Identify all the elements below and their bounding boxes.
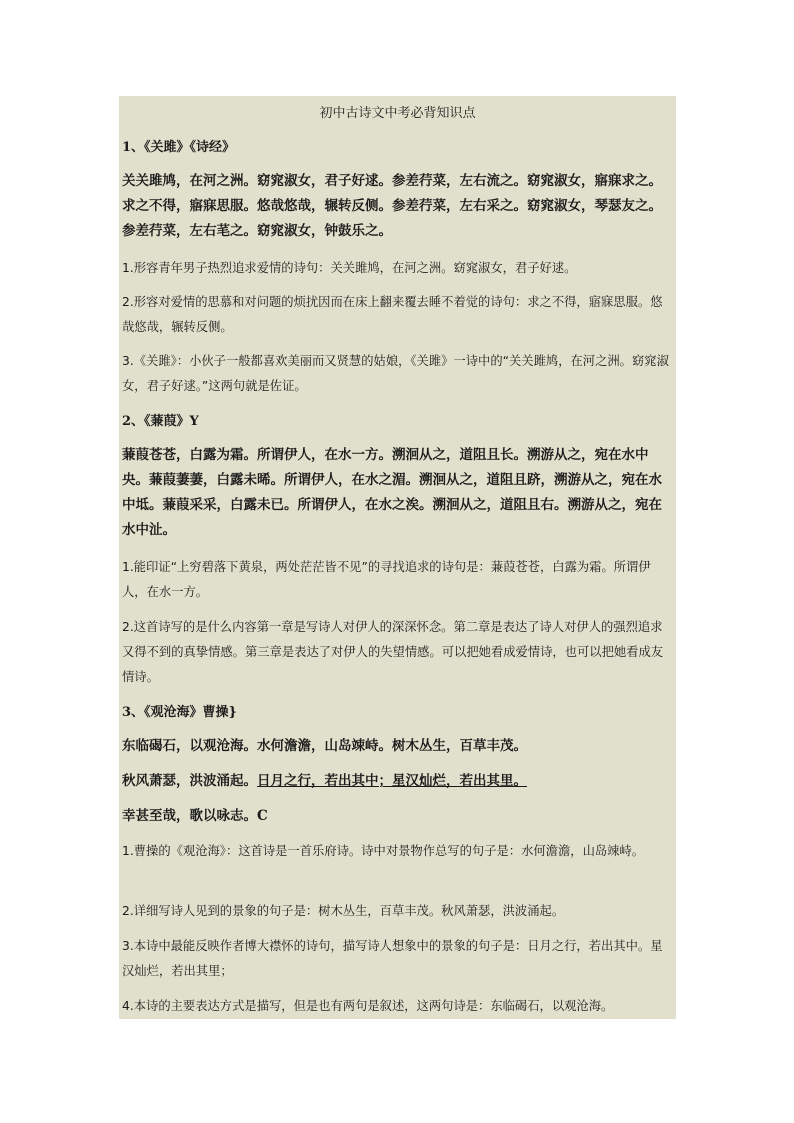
note-guancanghai-3: 3.本诗中最能反映作者博大襟怀的诗句，描写诗人想象中的景象的句子是：日月之行，若出其中。星汉灿烂，若出其里； bbox=[122, 939, 663, 978]
section-heading-guancanghai: 3、《观沧海》曹操} bbox=[122, 705, 237, 720]
document-title: 初中古诗文中考必背知识点 bbox=[319, 106, 476, 121]
note-guancanghai-2: 2.详细写诗人见到的景象的句子是：树木丛生，百草丰茂。秋风萧瑟，洪波涌起。 bbox=[122, 904, 565, 918]
note-guancanghai-4: 4.本诗的主要表达方式是描写，但是也有两句是叙述，这两句诗是：东临碣石，以观沧海。 bbox=[122, 999, 614, 1013]
poem-line-2-a: 秋风萧瑟，洪波涌起。 bbox=[122, 773, 257, 789]
note-jianjia-2: 2.这首诗写的是什么内容第一章是写诗人对伊人的深深怀念。第二章是表达了诗人对伊人的强烈追求又得不到的真挚情感。第三章是表达了对伊人的失望情感。可以把她看成爱情诗，也可以把她看成友情诗。 bbox=[122, 620, 664, 684]
poem-text-guanju: 关关雎鸠，在河之洲。窈窕淑女，君子好逑。参差荇菜，左右流之。窈窕淑女，寤寐求之。求之不得，寤寐思服。悠哉悠哉，辗转反侧。参差荇菜，左右采之。窈窕淑女，琴瑟友之。参差荇菜，左右芼之。窈窕淑女，钟鼓乐之。 bbox=[122, 173, 662, 239]
document-page bbox=[119, 96, 676, 1019]
poem-line-2 bbox=[122, 769, 674, 794]
note-jianjia-1: 1.能印证“上穷碧落下黄泉，两处茫茫皆不见”的寻找追求的诗句是：蒹葭苍苍，白露为霜。所谓伊人，在水一方。 bbox=[122, 560, 651, 599]
note-guanju-3: 3.《关雎》：小伙子一般都喜欢美丽而又贤慧的姑娘，《关雎》一诗中的“关关雎鸠，在河之洲。窈窕淑女，君子好逑。”这两句就是佐证。 bbox=[122, 354, 669, 393]
section-heading-guanju: 1、《关雎》《诗经》 bbox=[122, 140, 236, 155]
note-guanju-1: 1.形容青年男子热烈追求爱情的诗句：关关雎鸠，在河之洲。窈窕淑女，君子好逑。 bbox=[122, 261, 577, 275]
section-heading-jianjia: 2、《蒹葭》Y bbox=[122, 414, 199, 429]
poem-line-3: 幸甚至哉，歌以咏志。C bbox=[122, 808, 268, 824]
poem-line-1: 东临碣石，以观沧海。水何澹澹，山岛竦峙。树木丛生，百草丰茂。 bbox=[122, 738, 527, 754]
note-guancanghai-1: 1.曹操的《观沧海》：这首诗是一首乐府诗。诗中对景物作总写的句子是：水何澹澹，山岛竦峙。 bbox=[122, 844, 645, 858]
poem-line-2-underlined: 日月之行，若出其中；星汉灿烂，若出其里。 bbox=[257, 773, 527, 789]
note-guanju-2: 2.形容对爱情的思慕和对问题的烦扰因而在床上翻来覆去睡不着觉的诗句：求之不得，寤寐思服。悠哉悠哉，辗转反侧。 bbox=[122, 295, 663, 334]
poem-text-jianjia: 蒹葭苍苍，白露为霜。所谓伊人，在水一方。溯洄从之，道阻且长。溯游从之，宛在水中央。蒹葭萋萋，白露未晞。所谓伊人，在水之湄。溯洄从之，道阻且跻，溯游从之，宛在水中坻。蒹葭采采，白露未已。所谓伊人，在水之涘。溯洄从之，道阻且右。溯游从之，宛在水中沚。 bbox=[122, 447, 662, 538]
